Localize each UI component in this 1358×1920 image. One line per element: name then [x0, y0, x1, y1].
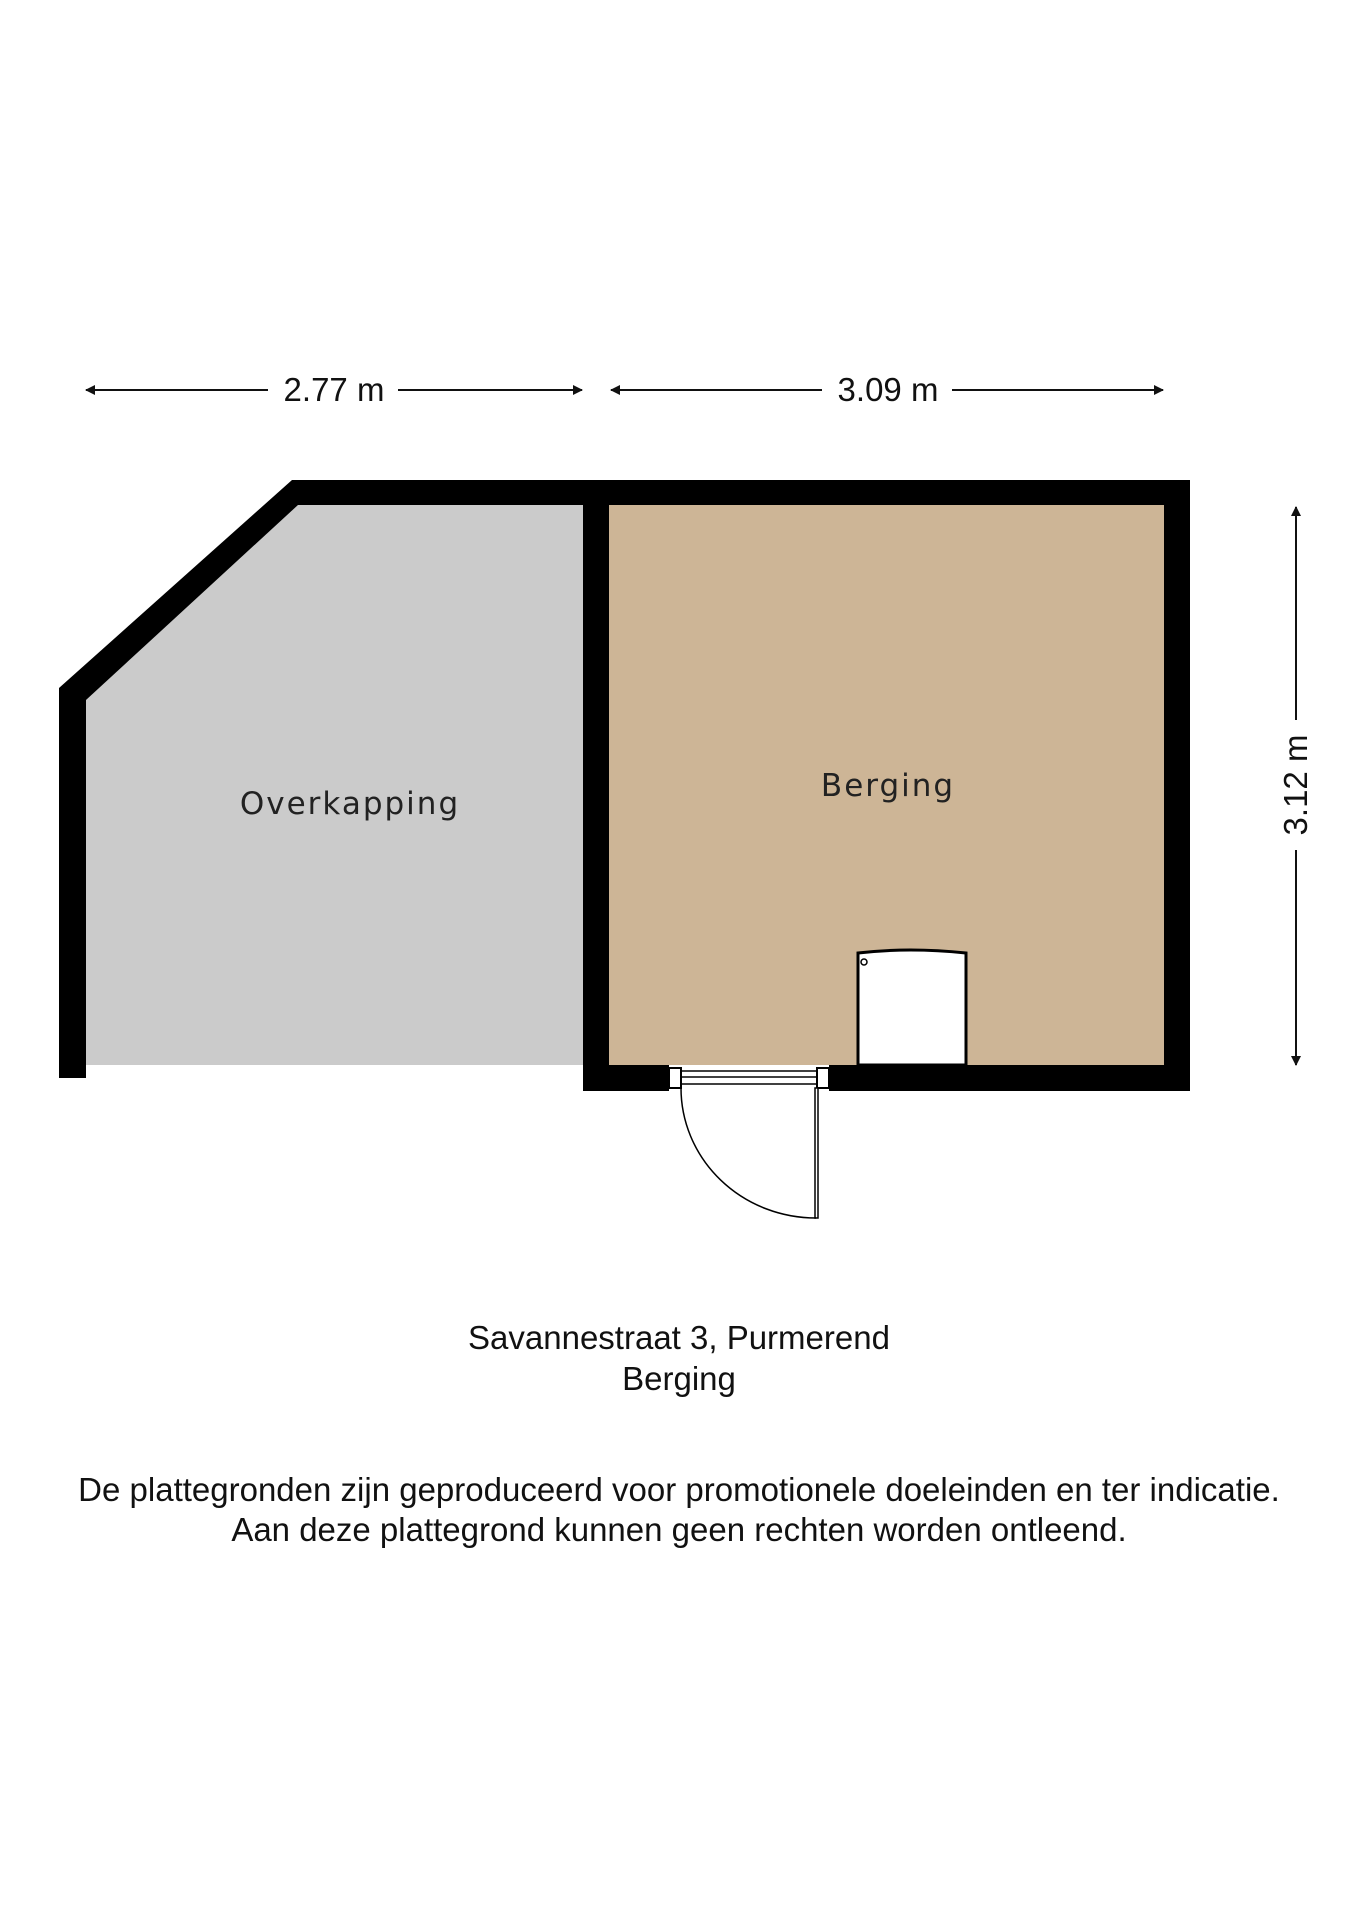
wall-bottom-left [583, 1065, 669, 1091]
door-leaf [815, 1088, 818, 1218]
wall-bottom-right [829, 1065, 1190, 1091]
wall-right [1164, 480, 1190, 1091]
room-label-overkapping: Overkapping [239, 786, 461, 822]
dimension-height-right-label: 3.12 m [1277, 734, 1314, 836]
floor-caption: Berging [622, 1360, 736, 1397]
wall-divider [583, 480, 609, 1091]
dimension-width-left [86, 371, 582, 408]
appliance-cabinet [858, 950, 966, 1065]
dimension-width-right [611, 371, 1163, 408]
overkapping-floor [86, 505, 583, 1065]
disclaimer-line-2: Aan deze plattegrond kunnen geen rechten worden ontleend. [231, 1511, 1127, 1548]
dimension-width-right-label: 3.09 m [837, 371, 939, 408]
dimension-height-right [1277, 507, 1314, 1065]
disclaimer-line-1: De plattegronden zijn geproduceerd voor promotionele doeleinden en ter indicatie. [78, 1471, 1280, 1508]
door-swing-arc [681, 1088, 816, 1218]
address-caption: Savannestraat 3, Purmerend [468, 1319, 890, 1356]
dimension-width-left-label: 2.77 m [283, 371, 385, 408]
room-label-berging: Berging [820, 768, 956, 804]
door [669, 1068, 829, 1218]
